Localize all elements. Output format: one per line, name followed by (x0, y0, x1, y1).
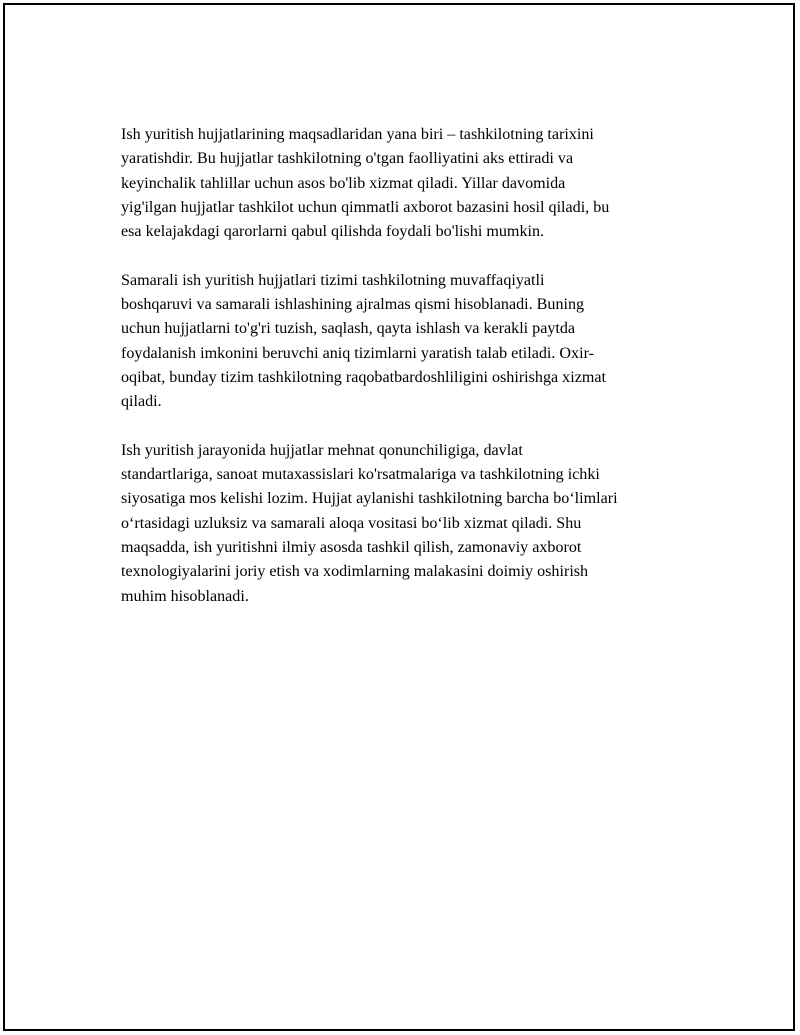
paragraph-1 (121, 123, 693, 244)
text-line: boshqaruvi va samarali ishlashining ajralmas qismi hisoblanadi. Buning (121, 296, 585, 314)
text-line: foydalanish imkonini beruvchi aniq tizimlarni yaratish talab etiladi. Oxir- (121, 344, 594, 362)
text-line: texnologiyalarini joriy etish va xodimlarning malakasini doimiy oshirish (121, 563, 589, 581)
paragraph-3 (121, 439, 693, 609)
text-line: Ish yuritish jarayonida hujjatlar mehnat qonunchiligiga, davlat (121, 441, 523, 459)
document-body (121, 123, 693, 633)
text-line: oqibat, bunday tizim tashkilotning raqobatbardoshliligini oshirishga xizmat (121, 368, 606, 386)
text-line: qiladi. (121, 393, 162, 411)
paragraph-2 (121, 269, 693, 415)
page-frame (3, 3, 795, 1031)
text-line: uchun hujjatlarni to'g'ri tuzish, saqlash, qayta ishlash va kerakli paytda (121, 320, 576, 338)
text-line: siyosatiga mos kelishi lozim. Hujjat aylanishi tashkilotning barcha bo‘limlari (121, 490, 618, 508)
text-line: maqsadda, ish yuritishni ilmiy asosda tashkil qilish, zamonaviy axborot (121, 539, 582, 557)
text-line: muhim hisoblanadi. (121, 587, 249, 605)
text-line: o‘rtasidagi uzluksiz va samarali aloqa vositasi bo‘lib xizmat qiladi. Shu (121, 514, 582, 532)
text-line: Ish yuritish hujjatlarining maqsadlaridan yana biri – tashkilotning tarixini (121, 126, 594, 143)
text-line: keyinchalik tahlillar uchun asos bo'lib xizmat qiladi. Yillar davomida (121, 174, 566, 192)
text-line: yig'ilgan hujjatlar tashkilot uchun qimmatli axborot bazasini hosil qiladi, bu (121, 198, 610, 216)
text-line: yaratishdir. Bu hujjatlar tashkilotning o'tgan faolliyatini aks ettiradi va (121, 150, 574, 168)
text-line: standartlariga, sanoat mutaxassislari ko'rsatmalariga va tashkilotning ichki (121, 466, 600, 484)
text-line: Samarali ish yuritish hujjatlari tizimi tashkilotning muvaffaqiyatli (121, 271, 545, 289)
text-line: esa kelajakdagi qarorlarni qabul qilishda foydali bo'lishi mumkin. (121, 223, 545, 241)
